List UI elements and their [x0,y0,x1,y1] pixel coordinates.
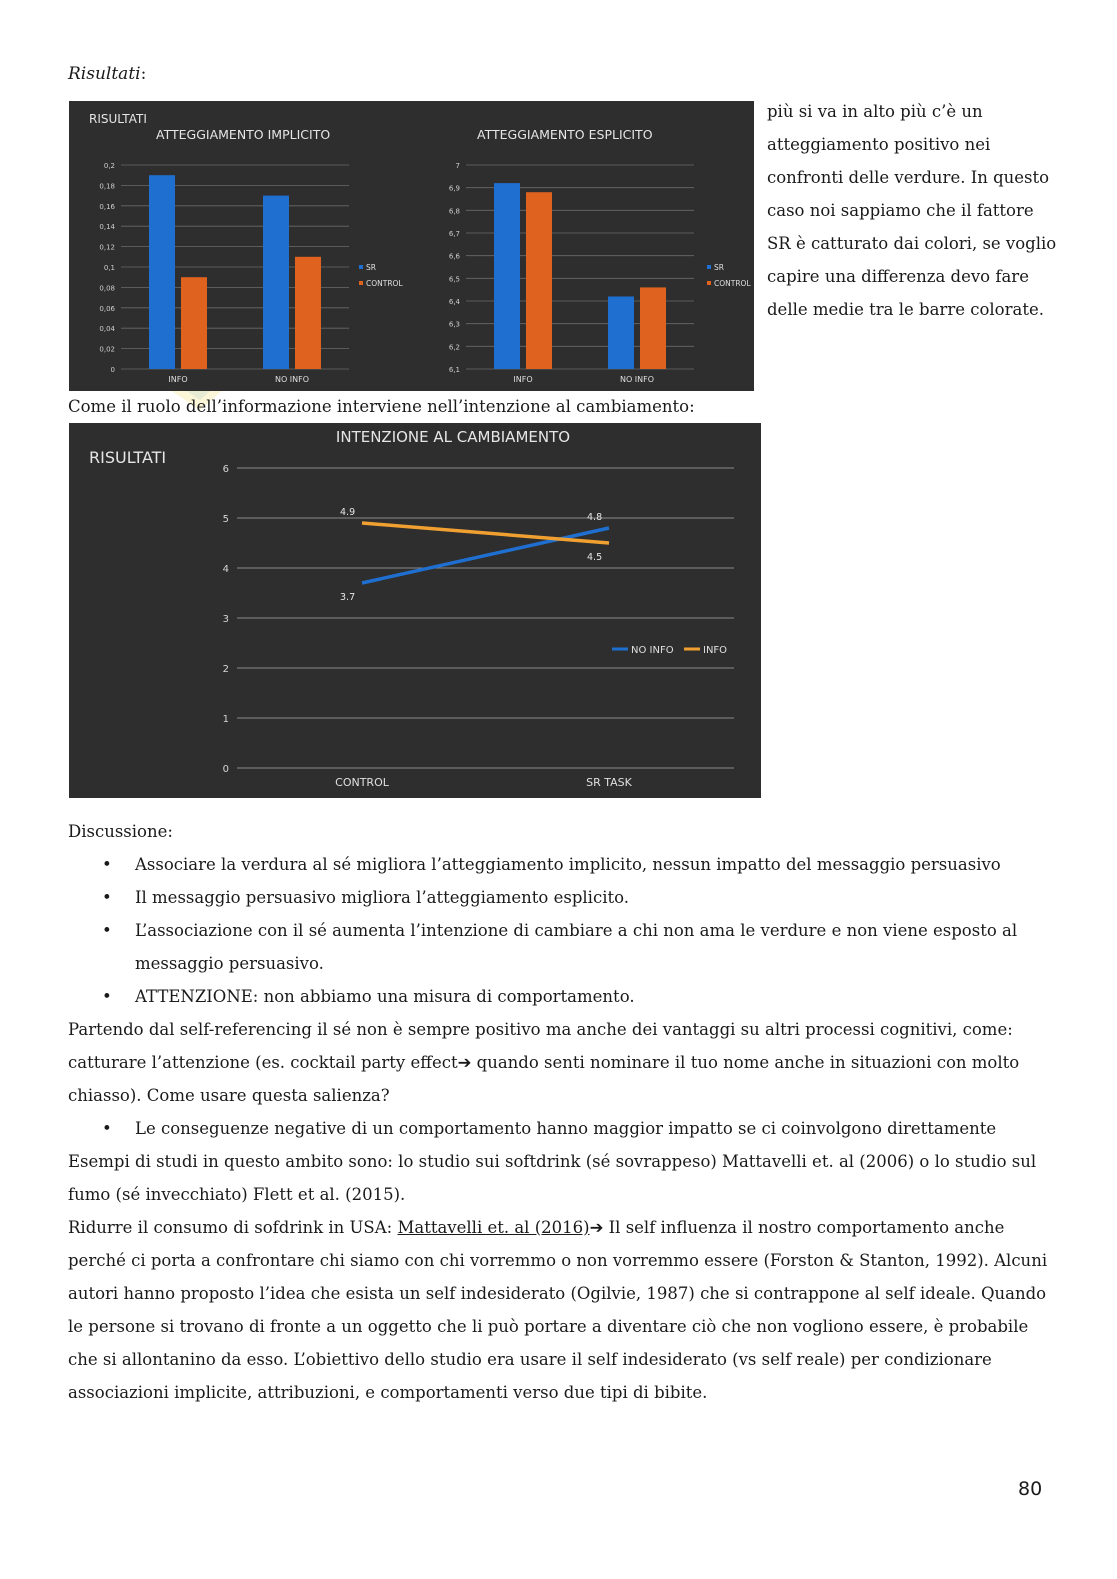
legend-label: CONTROL [366,279,403,288]
y-tick-label: 0,1 [103,264,115,272]
data-label: 4.5 [587,552,603,563]
x-tick-label: SR TASK [586,776,632,789]
y-tick-label: 6,4 [448,298,460,306]
bar-sr [149,175,175,369]
y-tick-label: 0,06 [99,304,115,313]
discussion-list [68,848,1058,1013]
y-tick-label: 6,2 [448,343,460,352]
chart-title: ATTEGGIAMENTO ESPLICITO [477,127,653,142]
paragraph-examples: Esempi di studi in questo ambito sono: lo studio sui softdrink (sé sovrappeso) Mattavelli et. al (2006) o lo studio sul fumo (sé invecchiato) Flett et al. (2015). [68,1152,1037,1204]
chart-intention-change [223,428,734,789]
x-tick-label: INFO [513,375,533,384]
legend-label: NO INFO [631,645,674,656]
y-tick-label: 6,8 [448,207,460,216]
data-label: 4.9 [340,507,356,518]
panel-label: RISULTATI [89,112,147,126]
bar-control [181,277,207,369]
x-tick-label: INFO [168,375,188,384]
x-tick-label: NO INFO [619,375,655,384]
legend-swatch [359,265,363,269]
y-tick-label: 6 [222,464,229,475]
legend-label: CONTROL [714,279,751,288]
series-line-info [362,523,609,543]
y-tick-label: 6,5 [448,275,460,284]
consequences-list [68,1112,1058,1145]
y-tick-label: 6,6 [448,252,460,261]
y-tick-label: 3 [222,614,229,625]
paragraph-study [68,1211,1058,1409]
bar-control [640,287,666,369]
legend-swatch [707,265,711,269]
y-tick-label: 6,9 [448,184,460,193]
line-chart-panel [69,423,761,798]
bar-sr [494,183,520,369]
side-note: più si va in alto più c’è un atteggiamento positivo nei confronti delle verdure. In questo caso noi sappiamo che il fattore SR è catturato dai colori, se voglio capire una differenza devo fare delle medie tra le barre colorate. [767,102,1057,319]
y-tick-label: 6,1 [448,366,460,374]
legend-label: SR [366,263,376,272]
y-tick-label: 0 [110,366,115,374]
y-tick-label: 2 [222,664,229,675]
discussion-bullet: • Associare la verdura al sé migliora l’atteggiamento implicito, nessun impatto del messaggio persuasivo [135,848,1058,881]
y-tick-label: 0,04 [99,325,115,334]
panel-label: RISULTATI [89,448,167,467]
legend-swatch [359,281,363,285]
series-line-no-info [362,528,609,583]
study-text: ➔ Il self influenza il nostro comportamento anche perché ci porta a confrontare chi siamo con chi vorremmo o non vorremmo essere (Forston & Stanton, 1992). Alcuni autori hanno proposto l’idea che esista un self indesiderato (Ogilvie, 1987) che si contrappone al self ideale. Quando le persone si trovano di fronte a un oggetto che li può portare a diventare ciò che non vogliono essere, è probabile che si allontanino da esso. L’obiettivo dello studio era usare il self indesiderato (vs self reale) per condizionare associazioni implicite, attribuzioni, e comportamenti verso due tipi di bibite. [68,1218,1048,1402]
y-tick-label: 7 [455,162,460,170]
y-tick-label: 6,7 [448,230,460,238]
y-tick-label: 0,12 [99,243,115,252]
paragraph-self-referencing: Partendo dal self-referencing il sé non è sempre positivo ma anche dei vantaggi su altri processi cognitivi, come: catturare l’attenzione (es. cocktail party effect➔ quando senti nominare il tuo nome anche in situazioni con molto chiasso). Come usare questa salienza? [68,1020,1020,1105]
discussion-section [68,815,1058,1409]
legend-label: INFO [703,645,728,656]
data-label: 3.7 [340,592,356,603]
study-intro: Ridurre il consumo di sofdrink in USA: [68,1218,398,1237]
discussion-heading: Discussione: [68,822,173,841]
legend-label: SR [714,263,724,272]
chart-implicit-attitude [99,127,403,384]
x-tick-label: CONTROL [335,776,389,789]
x-tick-label: NO INFO [274,375,310,384]
y-tick-label: 0,02 [99,345,115,354]
bar-control [526,192,552,369]
discussion-bullet: • ATTENZIONE: non abbiamo una misura di comportamento. [135,980,1058,1013]
bar-sr [608,296,634,369]
y-tick-label: 5 [222,514,229,525]
chart-title: INTENZIONE AL CAMBIAMENTO [335,428,571,446]
discussion-bullet: • L’associazione con il sé aumenta l’intenzione di cambiare a chi non ama le verdure e non viene esposto al messaggio persuasivo. [135,914,1058,980]
y-tick-label: 0 [222,764,229,775]
y-tick-label: 1 [222,714,229,725]
data-label: 4.8 [587,512,603,523]
y-tick-label: 4 [222,564,229,575]
study-citation-link[interactable]: Mattavelli et. al (2016) [397,1218,590,1237]
results-heading: Risultati: [68,64,147,84]
y-tick-label: 0,2 [103,162,115,170]
discussion-bullet: • Il messaggio persuasivo migliora l’atteggiamento esplicito. [135,881,1058,914]
bar-control [295,257,321,369]
bar-charts-panel [69,101,754,391]
caption-intention: Come il ruolo dell’informazione interviene nell’intenzione al cambiamento: [68,397,695,416]
chart-explicit-attitude [449,127,752,384]
y-tick-label: 0,08 [99,284,115,293]
y-tick-label: 0,18 [99,182,115,191]
y-tick-label: 0,16 [99,202,115,211]
chart-title: ATTEGGIAMENTO IMPLICITO [156,127,331,142]
y-tick-label: 6,3 [448,320,460,329]
page-number: 80 [1018,1478,1043,1500]
consequences-bullet: • Le conseguenze negative di un comportamento hanno maggior impatto se ci coinvolgono direttamente [135,1112,1058,1145]
bar-sr [263,196,289,369]
y-tick-label: 0,14 [99,223,115,232]
legend-swatch [707,281,711,285]
